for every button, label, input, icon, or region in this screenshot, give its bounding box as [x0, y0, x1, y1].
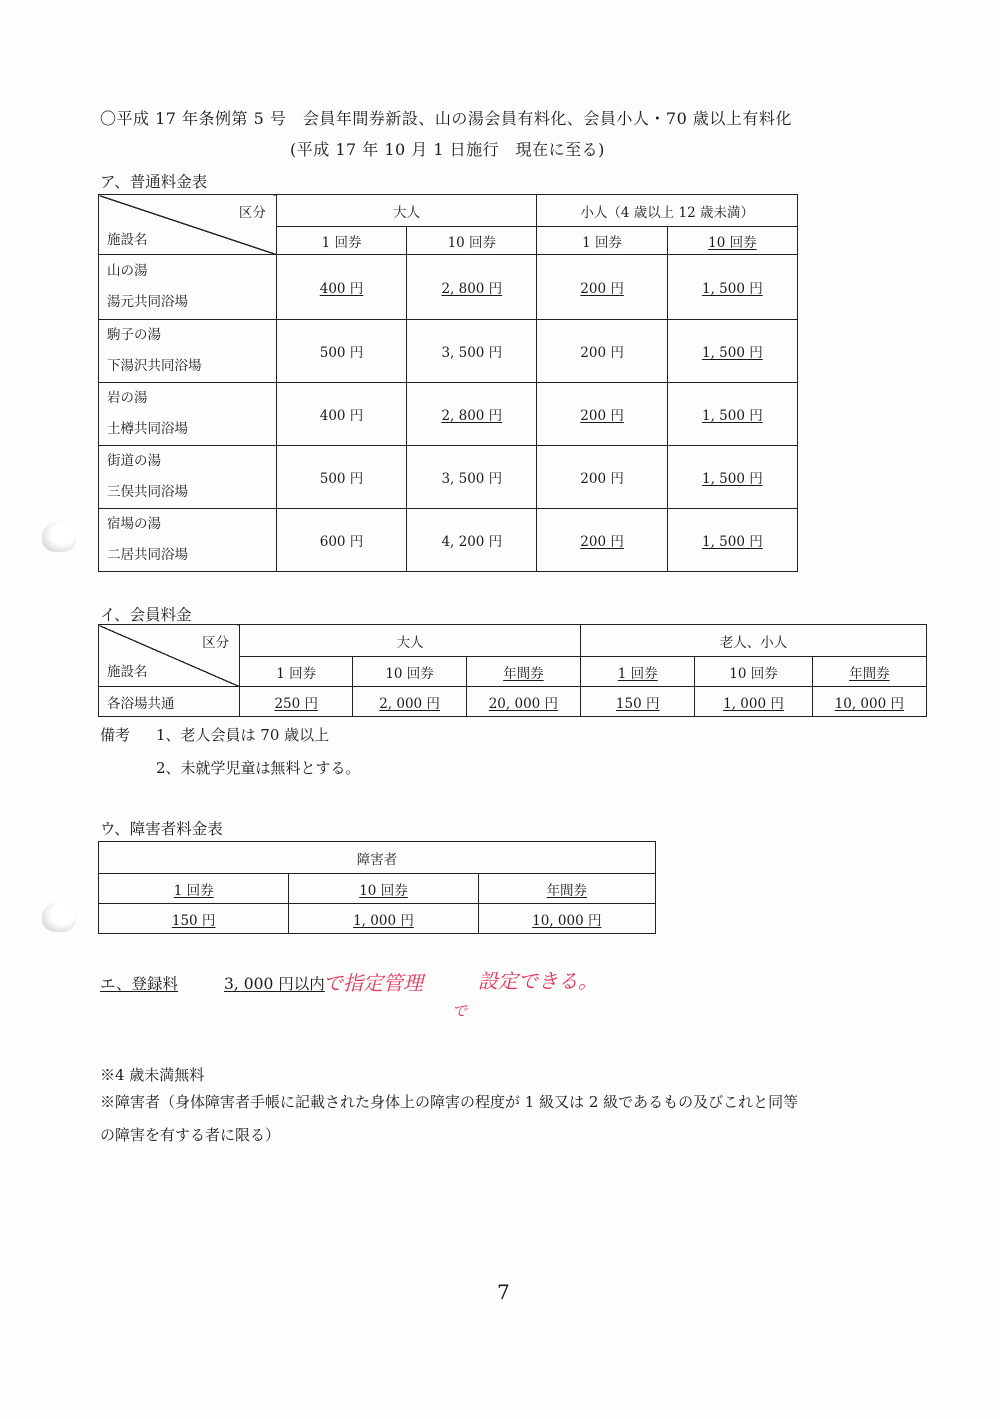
- note-3: の障害を有する者に限る）: [100, 1126, 281, 1144]
- table-row: 各浴場共通 250 円 2, 000 円 20, 000 円 150 円 1, 000 円 10, 000 円: [99, 687, 927, 717]
- group-adult: 大人: [240, 625, 581, 657]
- group-child: 小人（4 歳以上 12 歳未満）: [537, 195, 798, 227]
- document-subtitle: (平成 17 年 10 月 1 日施行 現在に至る): [290, 140, 605, 159]
- corner-cell: 区分 施設名: [99, 625, 240, 687]
- table-row: 岩の湯 土樽共同浴場 400 円 2, 800 円 200 円 1, 500 円: [99, 383, 798, 446]
- corner-bottom-label: 施設名: [107, 232, 148, 248]
- section-i-heading: イ、会員料金: [100, 606, 192, 624]
- section-u-heading: ウ、障害者料金表: [100, 820, 223, 838]
- col-adult-10: 10 回券: [407, 227, 537, 255]
- page-number: 7: [497, 1280, 510, 1304]
- table-row: 150 円 1, 000 円 10, 000 円: [99, 904, 656, 934]
- section-a-heading: ア、普通料金表: [100, 173, 208, 191]
- handwritten-note-2: 設定できる。: [478, 969, 598, 993]
- document-title: 〇平成 17 年条例第 5 号 会員年間券新設、山の湯会員有料化、会員小人・70 歳以上有料化: [100, 109, 792, 128]
- corner-top-label: 区分: [238, 205, 266, 221]
- table-row: 駒子の湯 下湯沢共同浴場 500 円 3, 500 円 200 円 1, 500 円: [99, 320, 798, 383]
- table-row: 街道の湯 三俣共同浴場 500 円 3, 500 円 200 円 1, 500 円: [99, 446, 798, 509]
- section-e-heading: エ、登録料: [100, 975, 178, 993]
- note-2: ※障害者（身体障害者手帳に記載された身体上の障害の程度が 1 級又は 2 級であるもの及びこれと同等: [100, 1093, 799, 1111]
- group-adult: 大人: [276, 195, 537, 227]
- corner-cell: [99, 195, 277, 255]
- group-disabled: 障害者: [99, 842, 656, 874]
- remark-1: 1、老人会員は 70 歳以上: [156, 726, 330, 744]
- punch-hole-top: [42, 522, 76, 552]
- remark-2: 2、未就学児童は無料とする。: [156, 759, 361, 777]
- disabled-fee-table: 障害者 1 回券 10 回券 年間券 150 円 1, 000 円 10, 000 円: [98, 841, 656, 934]
- punch-hole-bottom: [42, 902, 76, 932]
- col-child-1: 1 回券: [537, 227, 667, 255]
- regular-fee-table: [98, 194, 798, 572]
- registration-fee-value: 3, 000 円以内: [224, 975, 325, 993]
- handwritten-note-1: で指定管理: [323, 971, 423, 995]
- handwritten-note-3: で: [452, 1002, 468, 1020]
- col-adult-1: 1 回券: [276, 227, 406, 255]
- table-row: 宿場の湯 二居共同浴場 600 円 4, 200 円 200 円 1, 500 円: [99, 509, 798, 572]
- table-row: 山の湯 湯元共同浴場 400 円 2, 800 円 200 円 1, 500 円: [99, 255, 798, 320]
- remarks-label: 備考: [100, 726, 131, 744]
- col-child-10: 10 回券: [667, 227, 797, 255]
- group-senior-child: 老人、小人: [581, 625, 927, 657]
- note-1: ※4 歳未満無料: [100, 1066, 205, 1084]
- member-fee-table: 区分 施設名 大人 老人、小人 1 回券 10 回券 年間券 1 回券 10 回券 年間券 各浴場共通 250 円 2, 000 円 20, 000 円 150 円 1, 000 円 10, 000 円: [98, 624, 927, 717]
